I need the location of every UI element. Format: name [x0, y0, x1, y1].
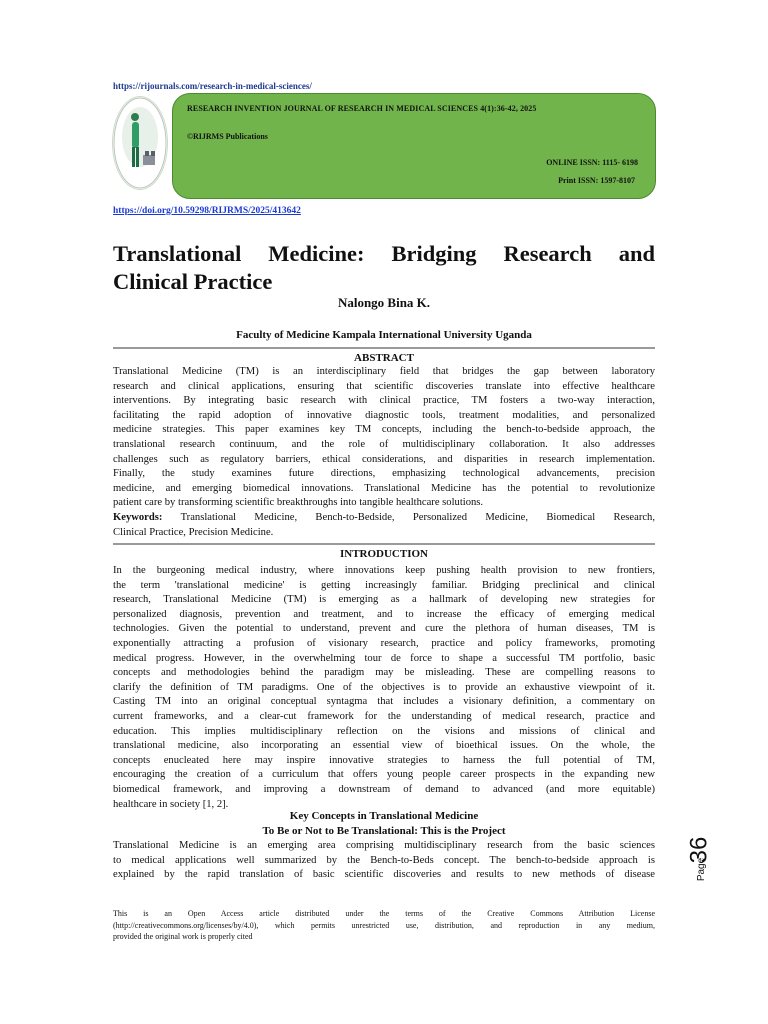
section-divider: [113, 543, 655, 545]
license-footer: [113, 908, 655, 943]
text-line: exponentially attracting a profusion of visionary research, practice and policy frameworks, promoting: [113, 637, 655, 649]
text-line: medicine strategies. This paper examines key TM concepts, including the bench-to-bedside approach, the: [113, 424, 655, 436]
text-line: medical progress. However, in the overwhelming tour de force to shape a successful TM portfolio, basic: [113, 652, 655, 664]
text-line: medicine, and emerging biomedical innovations. Translational Medicine has the potential to revolutionize: [113, 482, 655, 494]
abstract-body: [113, 365, 655, 540]
online-issn: ONLINE ISSN: 1115- 6198: [546, 158, 638, 167]
text-line: research and clinical applications, ensuring that scientific discoveries translate into effective healthcare: [113, 380, 655, 392]
keywords-line-2: Clinical Practice, Precision Medicine.: [113, 526, 274, 538]
text-line: technologies. Given the potential to understand, prevent and cure the plethora of human diseases, TM is: [113, 623, 655, 635]
key-concepts-body: [113, 839, 655, 883]
text-line: personalized diagnosis, prevention and treatment, and to increase the efficacy of emerging medical: [113, 608, 655, 620]
abstract-heading: ABSTRACT: [354, 352, 414, 364]
footer-line: provided the original work is properly cited: [113, 932, 253, 942]
journal-banner: [172, 93, 656, 199]
text-line: challenges such as regulatory barriers, ethical considerations, and disparities in research implementation.: [113, 453, 655, 465]
author-affiliation: Faculty of Medicine Kampala International University Uganda: [236, 329, 532, 341]
journal-logo: [112, 96, 168, 190]
text-line: Finally, the study examines future directions, emphasizing technological advancements, precision: [113, 468, 655, 480]
text-line: current frameworks, and a clear-cut framework for the understanding of medical research, practice and: [113, 710, 655, 722]
text-line: translational medicine, also incorporating an essential view of bioethical issues. On the whole, the: [113, 740, 655, 752]
journal-logo-icon: [113, 97, 167, 189]
section-divider: [113, 347, 655, 349]
footer-line: (http://creativecommons.org/licenses/by/4.0), which permits unrestricted use, distribution, and reproduction in any medium,: [113, 920, 655, 930]
text-line: clarify the definition of TM paradigms. One of the objectives is to provide an exhaustive viewpoint of it.: [113, 681, 655, 693]
publisher-name: ©RIJRMS Publications: [187, 132, 268, 141]
text-line: encouraging the creation of a curriculum that offers young people career prospects in the expanding new: [113, 769, 655, 781]
key-concepts-heading: Key Concepts in Translational Medicine: [289, 810, 479, 822]
article-title-line-1: Translational Medicine: Bridging Research and: [113, 241, 655, 266]
article-title-line-2: Clinical Practice: [113, 269, 273, 294]
text-line: Casting TM into an original conceptual syntagma that includes a visionary definition, a commentary on: [113, 696, 655, 708]
text-line: Translational Medicine (TM) is an interdisciplinary field that bridges the gap between laboratory: [113, 366, 655, 377]
text-line: research, Translational Medicine (TM) is emerging as a hallmark of developing new strategies for: [113, 594, 655, 606]
introduction-heading: INTRODUCTION: [339, 548, 428, 560]
doi-link[interactable]: https://doi.org/10.59298/RIJRMS/2025/413642: [113, 206, 301, 216]
key-concepts-subheading: To Be or Not to Be Translational: This is the Project: [262, 825, 506, 837]
text-line: facilitating the rapid adoption of innovative diagnostic tools, treatment modalities, and personalized: [113, 409, 655, 421]
keywords-text: Translational Medicine, Bench-to-Bedside, Personalized Medicine, Biomedical Research,: [162, 511, 655, 523]
footer-line: This is an Open Access article distributed under the terms of the Creative Commons Attribution License: [113, 909, 655, 918]
page-number-label: [685, 830, 730, 890]
keywords-line: [113, 511, 655, 526]
text-line: interventions. By integrating basic research with clinical practice, TM fosters a two-way interaction,: [113, 395, 655, 407]
text-line: explained by the rapid translation of basic scientific discoveries and results to new methods of disease: [113, 869, 655, 881]
page-word: Page: [696, 857, 708, 882]
page-number: 36: [685, 836, 713, 864]
text-line: In the burgeoning medical industry, where innovations keep pushing health provision to new frontiers,: [113, 565, 655, 576]
keywords-label: Keywords:: [113, 511, 163, 523]
journal-url-link[interactable]: https://rijournals.com/research-in-medical-sciences/: [113, 81, 312, 91]
text-line: translational research continuum, and the role of multidisciplinary collaboration. It also addresses: [113, 438, 655, 450]
introduction-body: [113, 564, 655, 812]
journal-title: RESEARCH INVENTION JOURNAL OF RESEARCH IN MEDICAL SCIENCES 4(1):36-42, 2025: [187, 104, 537, 113]
text-line: patient care by transforming scientific breakthroughs into tangible healthcare solutions.: [113, 497, 484, 509]
text-line: education. This implies multidisciplinary reflection on the visions and missions of clinical and: [113, 725, 655, 737]
text-line: concepts and methodologies behind the paradigm may be misleading. These are compelling reasons to: [113, 667, 655, 679]
text-line: healthcare in society [1, 2].: [113, 798, 229, 810]
author-name: Nalongo Bina K.: [337, 295, 431, 310]
text-line: concepts enucleated here may inspire innovative strategies to harness the full potential of TM,: [113, 754, 655, 766]
article-title: [113, 240, 655, 296]
text-line: Translational Medicine is an emerging area comprising multidisciplinary research from the basic sciences: [113, 840, 655, 851]
text-line: biomedical framework, and improving a downstream of demand to advanced (and more equitable): [113, 783, 655, 795]
print-issn: Print ISSN: 1597-8107: [558, 176, 635, 185]
text-line: to medical applications well summarized by the Bench-to-Beds concept. The bench-to-bedside approach is: [113, 854, 655, 866]
text-line: the term 'translational medicine' is getting increasingly familiar. Bridging preclinical and clinical: [113, 579, 655, 591]
